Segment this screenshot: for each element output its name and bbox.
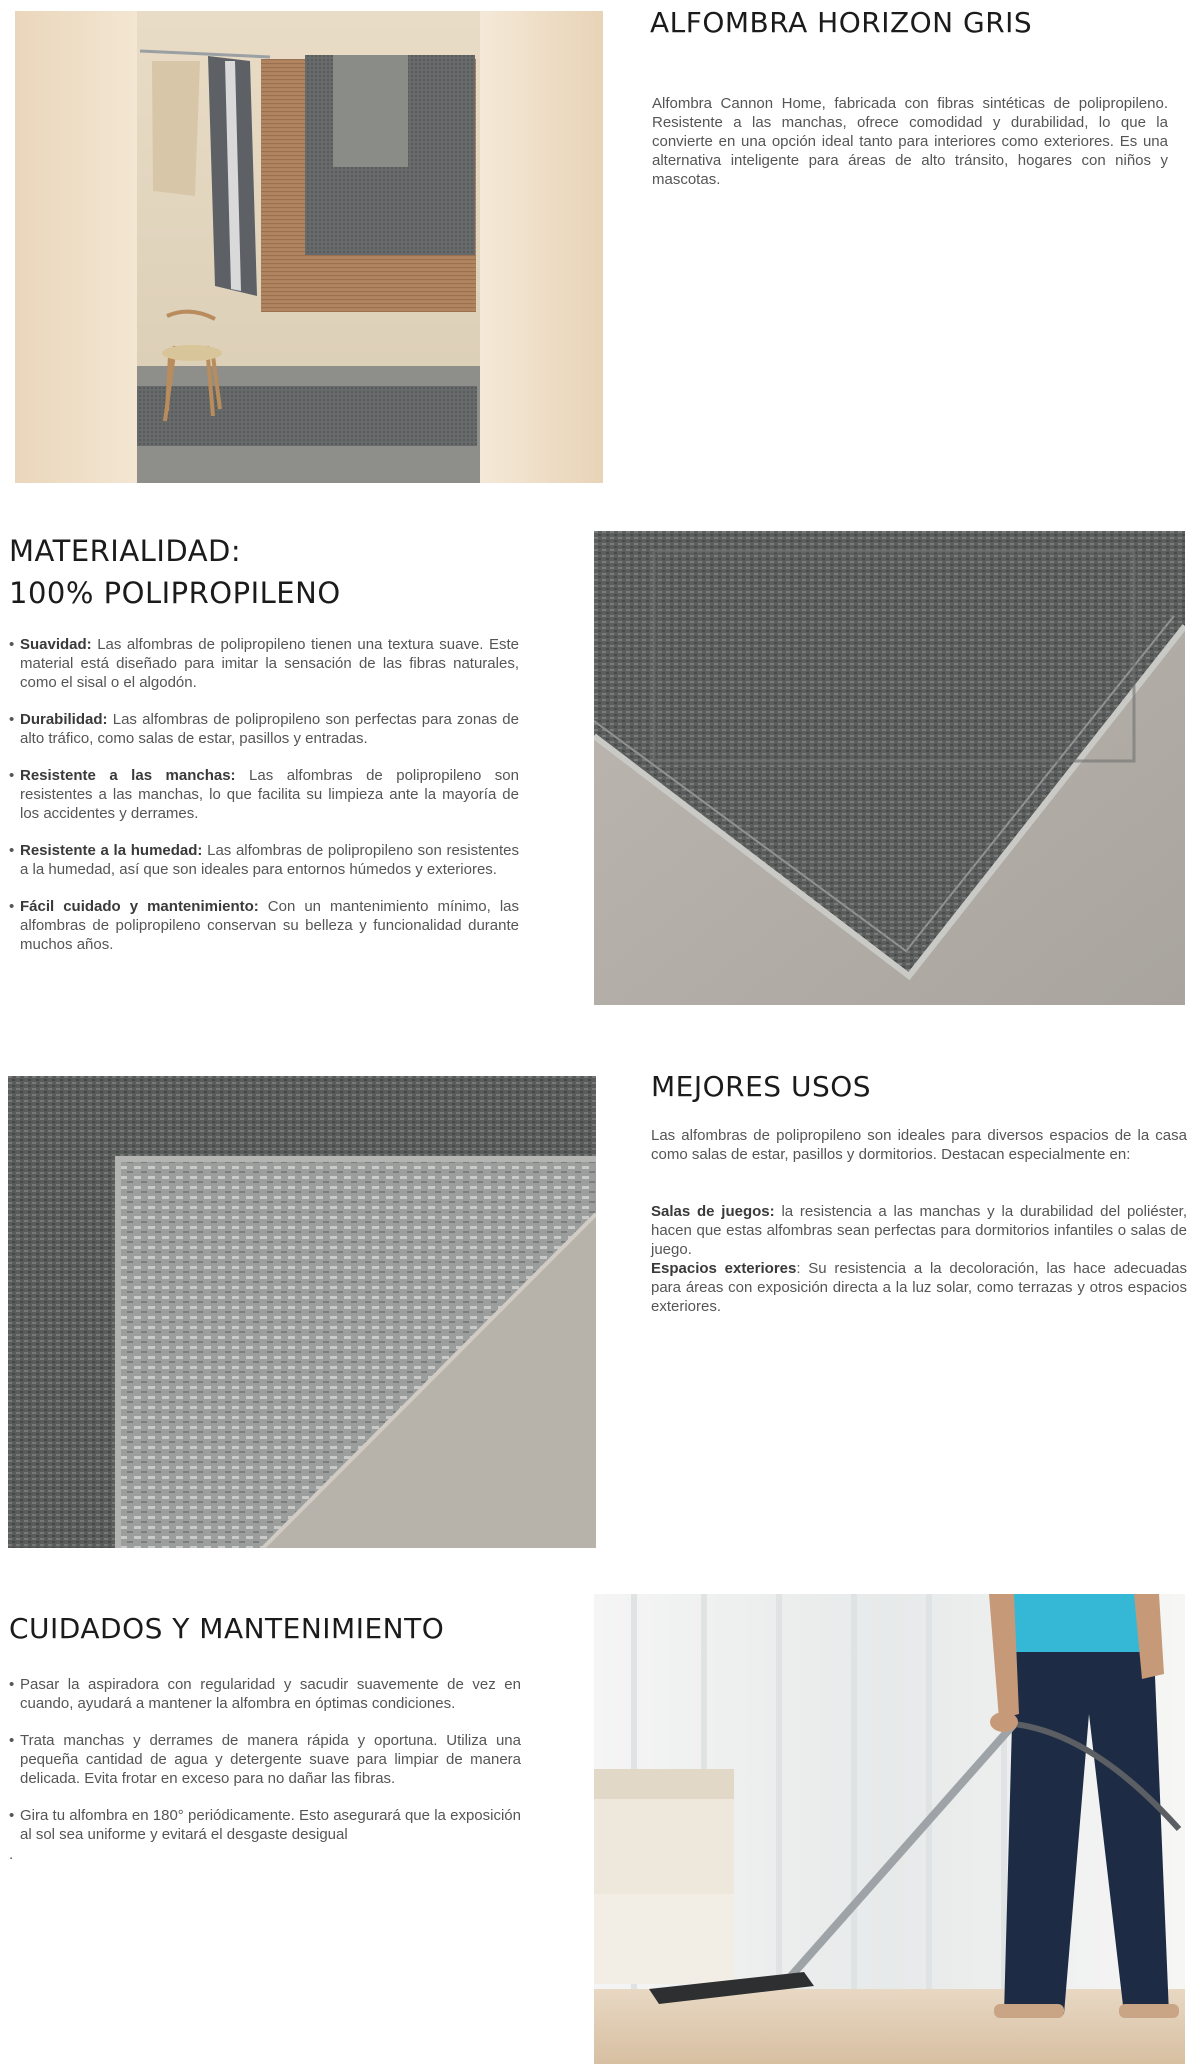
list-item: • Pasar la aspiradora con regularidad y sacudir suavemente de vez en cuando, ayudará a mantener la alfombra en óptimas condiciones. <box>9 1675 521 1713</box>
material-properties-list <box>9 635 519 972</box>
section-title-mejores-usos: MEJORES USOS <box>651 1070 872 1103</box>
care-trailing-dot: . <box>9 1846 14 1863</box>
section-title-materialidad <box>9 530 341 614</box>
intro-paragraph: Alfombra Cannon Home, fabricada con fibras sintéticas de polipropileno. Resistente a las manchas, ofrece comodidad y durabilidad, lo que la convierte en una opción ideal tanto para interiores como exteriores. Es una alternativa inteligente para áreas de alto tránsito, hogares con niños y mascotas. <box>652 95 1168 188</box>
list-item: • Suavidad: Las alfombras de polipropileno tienen una textura suave. Este material está diseñado para imitar la sensación de las fibras naturales, como el sisal o el algodón. <box>9 635 519 692</box>
use-item-exteriores: Espacios exteriores: Su resistencia a la decoloración, las hace adecuadas para áreas con exposición directa a la luz solar, como terrazas y otros espacios exteriores. <box>651 1260 1187 1315</box>
uses-intro: Las alfombras de polipropileno son ideales para diversos espacios de la casa como salas de estar, pasillos y dormitorios. Destacan especialmente en: <box>651 1127 1187 1163</box>
list-item: • Durabilidad: Las alfombras de polipropileno son perfectas para zonas de alto tráfico, como salas de estar, pasillos y entradas. <box>9 710 519 748</box>
section-title-cuidados: CUIDADOS Y MANTENIMIENTO <box>9 1612 445 1645</box>
rug-corner-photo <box>594 531 1185 1005</box>
list-item: • Fácil cuidado y mantenimiento: Con un mantenimiento mínimo, las alfombras de polipropileno conservan su belleza y funcionalidad durante muchos años. <box>9 897 519 954</box>
care-list <box>9 1675 521 1844</box>
vacuum-cleaning-photo <box>594 1594 1185 2064</box>
list-item: • Gira tu alfombra en 180° periódicamente. Esto asegurará que la exposición al sol sea uniforme y evitará el desgaste desigual <box>9 1806 521 1844</box>
materialidad-title-line1: MATERIALIDAD: <box>9 534 242 568</box>
section-title-horizon: ALFOMBRA HORIZON GRIS <box>650 6 1033 39</box>
use-item-salas: Salas de juegos: la resistencia a las manchas y la durabilidad del poliéster, hacen que estas alfombras sean perfectas para dormitorios infantiles o salas de juego. <box>651 1203 1188 1258</box>
room-rugs-photo <box>15 11 603 483</box>
list-item: • Resistente a las manchas: Las alfombras de polipropileno son resistentes a las manchas, lo que facilita su limpieza ante la mayoría de los accidentes y derrames. <box>9 766 519 823</box>
list-item: • Resistente a la humedad: Las alfombras de polipropileno son resistentes a la humedad, así que son ideales para entornos húmedos y exteriores. <box>9 841 519 879</box>
rug-back-weave-photo <box>8 1076 596 1548</box>
list-item: • Trata manchas y derrames de manera rápida y oportuna. Utiliza una pequeña cantidad de agua y detergente suave para limpiar de manera delicada. Evita frotar en exceso para no dañar las fibras. <box>9 1731 521 1788</box>
materialidad-title-line2: 100% POLIPROPILENO <box>9 576 341 610</box>
